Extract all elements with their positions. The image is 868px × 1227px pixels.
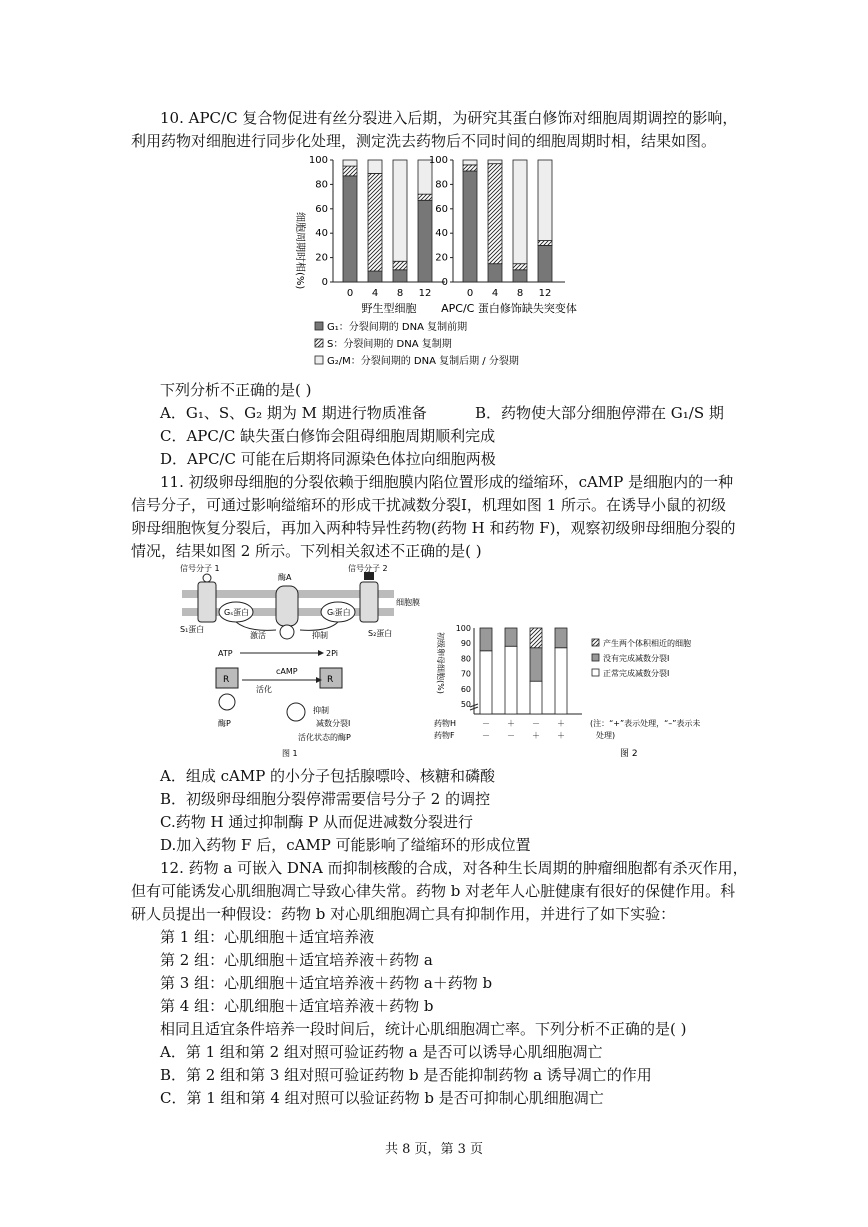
page-footer: 共 8 页，第 3 页 bbox=[384, 1142, 484, 1157]
q10-stem-2: 利用药物对细胞进行同步化处理，测定洗去药物后不同时间的细胞周期时相，结果如图。 bbox=[131, 132, 717, 150]
chart2-ylabel: 初级卵母细胞(%) bbox=[436, 632, 445, 694]
chart1-bar-segment bbox=[343, 160, 357, 166]
q12-question: 相同且适宜条件培养一段时间后，统计心肌细胞凋亡率。下列分析不正确的是( ) bbox=[160, 1020, 687, 1038]
chart1-ytick-label: 80 bbox=[435, 179, 448, 191]
svg-text:2Pi: 2Pi bbox=[326, 649, 338, 658]
chart1-legend-label: G₂/M：分裂间期的 DNA 复制后期 / 分裂期 bbox=[327, 356, 519, 367]
chart2-drug-f-sign: － bbox=[507, 731, 515, 740]
chart1-ytick-label: 60 bbox=[315, 203, 328, 215]
chart2-ytick-label: 70 bbox=[460, 669, 471, 679]
signal2-label: 信号分子 2 bbox=[348, 564, 388, 573]
chart2-ytick-label: 90 bbox=[460, 639, 471, 649]
chart2-bar-segment bbox=[555, 648, 567, 714]
q11-stem-1: 11. 初级卵母细胞的分裂依赖于细胞膜内陷位置形成的缢缩环，cAMP 是细胞内的一种 bbox=[160, 473, 734, 491]
q11-option-a: A．组成 cAMP 的小分子包括腺嘌呤、核糖和磷酸 bbox=[160, 767, 496, 785]
chart2-bar-segment bbox=[530, 628, 542, 648]
figure-1-caption: 图 1 bbox=[282, 749, 298, 758]
q10-option-b: B．药物使大部分细胞停滞在 G₁/S 期 bbox=[475, 404, 724, 422]
svg-text:抑制: 抑制 bbox=[312, 631, 328, 640]
chart1-bar-segment bbox=[463, 160, 477, 165]
chart2-drug-f-label: 药物F bbox=[434, 731, 455, 740]
chart1-ytick-label: 100 bbox=[308, 155, 328, 166]
q12-group-2: 第 2 组：心肌细胞＋适宜培养液＋药物 a bbox=[160, 951, 433, 969]
chart1-legend-swatch bbox=[315, 339, 323, 347]
chart2-legend-label: 没有完成减数分裂Ⅰ bbox=[603, 654, 670, 663]
chart2-note-1: (注：“+”表示处理，“–”表示未 bbox=[590, 719, 701, 728]
chart2-drug-f-sign: ＋ bbox=[557, 731, 565, 740]
q12-stem-1: 12. 药物 a 可嵌入 DNA 而抑制核酸的合成，对各种生长周期的肿瘤细胞都有杀灭作用， bbox=[160, 859, 748, 877]
q12-option-c: C．第 1 组和第 4 组对照可以验证药物 b 是否可抑制心肌细胞凋亡 bbox=[160, 1089, 604, 1107]
svg-text:Gₛ蛋白: Gₛ蛋白 bbox=[224, 608, 250, 617]
svg-text:酶P: 酶P bbox=[218, 719, 231, 728]
chart1-ytick-label: 60 bbox=[435, 203, 448, 215]
chart2-legend-swatch bbox=[592, 669, 599, 676]
chart2-legend-label: 正常完成减数分裂Ⅰ bbox=[603, 669, 670, 678]
chart2-ytick-label: 100 bbox=[455, 624, 471, 633]
chart1-ytick-label: 100 bbox=[428, 155, 448, 166]
q11-option-d: D.加入药物 F 后，cAMP 可能影响了缢缩环的形成位置 bbox=[160, 836, 531, 854]
chart1-bar-segment bbox=[538, 241, 552, 246]
s2-receptor bbox=[360, 582, 378, 622]
svg-text:ATP: ATP bbox=[218, 649, 233, 658]
chart1-xlabel-1: APC/C 蛋白修饰缺失突变体 bbox=[441, 302, 577, 315]
chart1-bar-segment bbox=[488, 160, 502, 164]
active-enzyme-p bbox=[287, 703, 305, 721]
chart1-bar-segment bbox=[393, 160, 407, 261]
chart1-ylabel: 细胞周期时相(%) bbox=[294, 212, 305, 290]
chart2-note-2: 处理) bbox=[596, 731, 616, 740]
chart2-legend-swatch bbox=[592, 654, 599, 661]
chart2-drug-f-sign: ＋ bbox=[532, 731, 540, 740]
svg-text:激活: 激活 bbox=[250, 631, 266, 640]
chart1-xtick-label: 12 bbox=[418, 288, 432, 299]
chart1-ytick-label: 40 bbox=[315, 228, 328, 240]
q10-stem-1: 10. APC/C 复合物促进有丝分裂进入后期，为研究其蛋白修饰对细胞周期调控的影响， bbox=[160, 109, 738, 127]
svg-text:cAMP: cAMP bbox=[276, 667, 298, 676]
chart2-ytick-label: 60 bbox=[460, 684, 471, 694]
chart1-legend-label: G₁：分裂间期的 DNA 复制前期 bbox=[327, 322, 468, 333]
chart1-bar-segment bbox=[463, 165, 477, 171]
chart1-xtick-label: 8 bbox=[396, 288, 404, 299]
svg-text:酶A: 酶A bbox=[278, 573, 292, 582]
chart2-bar-segment bbox=[530, 648, 542, 681]
chart2-bar-segment bbox=[480, 628, 492, 651]
svg-text:活化: 活化 bbox=[256, 685, 272, 694]
chart1-bar-segment bbox=[488, 264, 502, 282]
chart2-bar-segment bbox=[480, 651, 492, 714]
chart2-legend-swatch bbox=[592, 639, 599, 646]
signal1-label: 信号分子 1 bbox=[180, 564, 220, 573]
chart2-drug-h-sign: ＋ bbox=[507, 719, 515, 728]
chart2-bar-segment bbox=[555, 628, 567, 648]
chart1-bar-segment bbox=[538, 160, 552, 241]
q12-stem-2: 但有可能诱发心肌细胞凋亡导致心律失常。药物 b 对老年人心脏健康有很好的保健作用。科 bbox=[131, 882, 736, 900]
chart2-legend-label: 产生两个体积相近的细胞 bbox=[603, 639, 691, 648]
q12-stem-3: 研人员提出一种假设：药物 b 对心肌细胞凋亡具有抑制作用，并进行了如下实验： bbox=[131, 905, 676, 923]
svg-text:抑制: 抑制 bbox=[313, 706, 329, 715]
svg-text:R: R bbox=[327, 675, 334, 685]
chart1-xtick-label: 12 bbox=[538, 288, 552, 299]
svg-text:活化状态的酶P: 活化状态的酶P bbox=[298, 733, 351, 742]
chart1-bar-segment bbox=[418, 200, 432, 282]
q10-option-d: D．APC/C 可能在后期将同源染色体拉向细胞两极 bbox=[160, 450, 496, 468]
chart1-legend-label: S：分裂间期的 DNA 复制期 bbox=[327, 339, 452, 350]
chart1-bar-segment bbox=[488, 164, 502, 264]
chart1-ytick-label: 0 bbox=[441, 277, 448, 288]
chart1-xtick-label: 4 bbox=[491, 288, 499, 299]
chart2-bar-segment bbox=[505, 646, 517, 714]
chart2-drug-h-sign: － bbox=[482, 719, 490, 728]
chart1-bar-segment bbox=[393, 270, 407, 282]
chart2-caption: 图 2 bbox=[620, 749, 638, 759]
q12-group-4: 第 4 组：心肌细胞＋适宜培养液＋药物 b bbox=[160, 997, 434, 1015]
chart2-drug-h-label: 药物H bbox=[434, 719, 457, 728]
q12-group-3: 第 3 组：心肌细胞＋适宜培养液＋药物 a＋药物 b bbox=[160, 974, 493, 992]
s1-label: S₁蛋白 bbox=[180, 625, 205, 634]
s1-receptor bbox=[198, 582, 216, 622]
svg-text:R: R bbox=[223, 675, 230, 685]
enzyme-a bbox=[276, 586, 298, 626]
chart1-bar-segment bbox=[463, 171, 477, 282]
membrane-label: 细胞膜 bbox=[396, 598, 420, 607]
q11-stem-2: 信号分子，可通过影响缢缩环的形成干扰减数分裂Ⅰ，机理如图 1 所示。在诱导小鼠的初级 bbox=[131, 496, 727, 514]
chart1-legend-swatch bbox=[315, 322, 323, 330]
s2-label: S₂蛋白 bbox=[368, 629, 393, 638]
q10-option-c: C．APC/C 缺失蛋白修饰会阻碍细胞周期顺利完成 bbox=[160, 427, 496, 445]
chart1-ytick-label: 20 bbox=[315, 252, 328, 264]
q11-figure-2-chart bbox=[432, 618, 732, 760]
chart1-ytick-label: 40 bbox=[435, 228, 448, 240]
chart2-drug-h-sign: ＋ bbox=[557, 719, 565, 728]
q12-option-a: A．第 1 组和第 2 组对照可验证药物 a 是否可以诱导心肌细胞凋亡 bbox=[160, 1043, 603, 1061]
q11-stem-4: 情况，结果如图 2 所示。下列相关叙述不正确的是( ) bbox=[131, 542, 482, 560]
chart1-bar-segment bbox=[393, 261, 407, 270]
q12-group-1: 第 1 组：心肌细胞＋适宜培养液 bbox=[160, 928, 375, 946]
chart1-xtick-label: 0 bbox=[466, 288, 474, 299]
enzyme-p bbox=[219, 694, 235, 710]
chart2-ytick-label: 50 bbox=[460, 700, 471, 709]
chart1-bar-segment bbox=[343, 166, 357, 176]
chart2-drug-f-sign: － bbox=[482, 731, 490, 740]
chart1-bar-segment bbox=[513, 160, 527, 264]
svg-text:Gᵢ蛋白: Gᵢ蛋白 bbox=[327, 608, 351, 617]
chart2-drug-h-sign: － bbox=[532, 719, 540, 728]
chart1-xtick-label: 0 bbox=[346, 288, 354, 299]
chart2-ytick-label: 80 bbox=[460, 654, 471, 664]
chart1-xlabel-0: 野生型细胞 bbox=[361, 302, 417, 315]
chart1-bar-segment bbox=[368, 173, 382, 271]
q11-option-b: B．初级卵母细胞分裂停滞需要信号分子 2 的调控 bbox=[160, 790, 491, 808]
chart1-bar-segment bbox=[513, 264, 527, 270]
q11-stem-3: 卵母细胞恢复分裂后，再加入两种特异性药物(药物 H 和药物 F)，观察初级卵母细胞分裂的 bbox=[131, 519, 736, 537]
q10-question: 下列分析不正确的是( ) bbox=[160, 381, 312, 399]
chart1-bar-segment bbox=[513, 270, 527, 282]
chart1-ytick-label: 0 bbox=[321, 277, 328, 288]
chart1-xtick-label: 4 bbox=[371, 288, 379, 299]
chart2-bar-segment bbox=[530, 681, 542, 714]
chart2-bar-segment bbox=[505, 628, 517, 646]
q10-cell-cycle-chart bbox=[285, 152, 615, 378]
chart1-bar-segment bbox=[418, 194, 432, 200]
chart1-ytick-label: 20 bbox=[435, 252, 448, 264]
svg-text:减数分裂Ⅰ: 减数分裂Ⅰ bbox=[316, 719, 351, 728]
chart1-bar-segment bbox=[368, 160, 382, 173]
chart1-bar-segment bbox=[343, 176, 357, 282]
chart1-legend-swatch bbox=[315, 356, 323, 364]
chart1-xtick-label: 8 bbox=[516, 288, 524, 299]
chart1-bar-segment bbox=[368, 271, 382, 282]
q11-figure-1 bbox=[178, 560, 428, 760]
q12-option-b: B．第 2 组和第 3 组对照可验证药物 b 是否能抑制药物 a 诱导凋亡的作用 bbox=[160, 1066, 652, 1084]
chart1-ytick-label: 80 bbox=[315, 179, 328, 191]
chart1-bar-segment bbox=[538, 245, 552, 282]
q10-option-a: A．G₁、S、G₂ 期为 M 期进行物质准备 bbox=[160, 404, 427, 422]
q11-option-c: C.药物 H 通过抑制酶 P 从而促进减数分裂进行 bbox=[160, 813, 473, 831]
